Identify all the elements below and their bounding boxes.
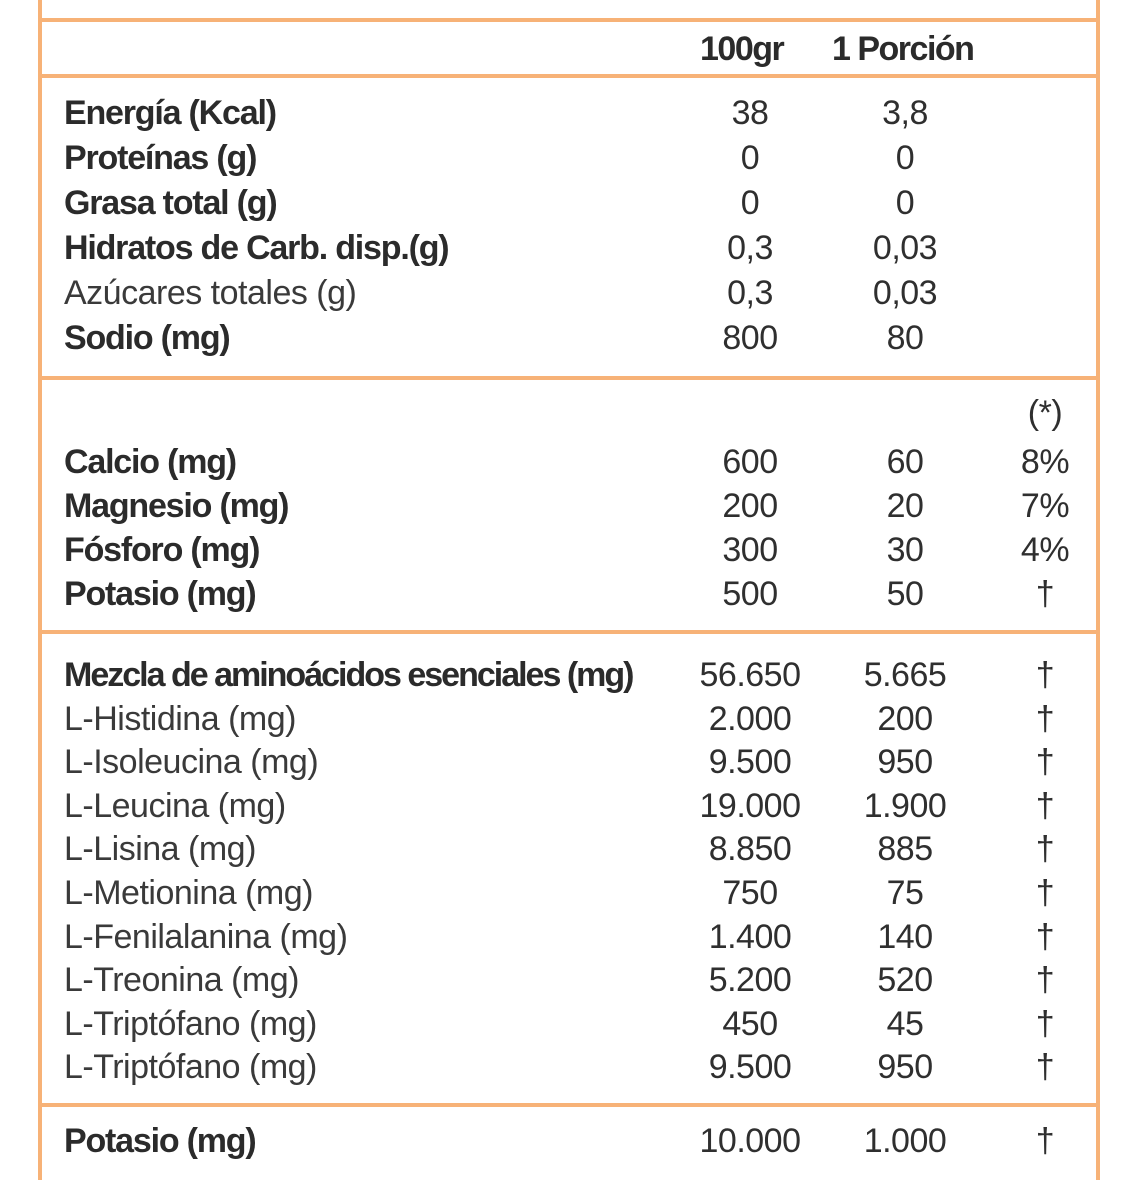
value-per-100g: 0,3 (727, 229, 773, 267)
nutrient-label: L-Isoleucina (mg) (64, 743, 319, 782)
value-per-portion: 140 (877, 917, 933, 956)
value-per-100g: 5.200 (708, 961, 792, 1000)
value-per-100g: 1.400 (708, 917, 792, 956)
percent-daily-value: 7% (1020, 487, 1070, 525)
value-per-portion: 80 (886, 319, 924, 357)
percent-daily-value: † (1035, 575, 1055, 613)
percent-daily-value: † (1035, 699, 1055, 738)
value-per-100g: 750 (722, 874, 778, 912)
percent-daily-value: † (1035, 874, 1055, 912)
divider-header (38, 74, 1100, 78)
percent-note-header: (*) (1027, 394, 1063, 432)
nutrient-label: Potasio (mg) (64, 575, 256, 613)
percent-daily-value: † (1035, 1048, 1055, 1087)
percent-daily-value: † (1035, 786, 1055, 825)
value-per-portion: 20 (886, 487, 924, 525)
nutrient-label: L-Treonina (mg) (64, 961, 299, 1000)
value-per-100g: 56.650 (699, 656, 801, 694)
value-per-portion: 5.665 (863, 656, 947, 694)
value-per-portion: 45 (886, 1004, 924, 1043)
value-per-portion: 3,8 (882, 94, 928, 132)
nutrient-label: Magnesio (mg) (64, 487, 289, 525)
nutrient-label: L-Histidina (mg) (64, 699, 296, 738)
nutrient-label: Grasa total (g) (64, 184, 277, 222)
nutrient-label: L-Lisina (mg) (64, 830, 256, 869)
value-per-100g: 450 (722, 1004, 778, 1043)
value-per-100g: 0 (740, 139, 760, 177)
value-per-100g: 800 (722, 319, 778, 357)
nutrient-label: Potasio (mg) (64, 1122, 256, 1160)
value-per-100g: 0,3 (727, 274, 773, 312)
value-per-portion: 30 (886, 531, 924, 569)
value-per-portion: 1.900 (863, 786, 947, 825)
divider-section-1 (38, 376, 1100, 380)
value-per-100g: 8.850 (708, 830, 792, 869)
percent-daily-value: † (1035, 743, 1055, 782)
nutrient-label: Hidratos de Carb. disp.(g) (64, 229, 449, 267)
nutrient-label: Sodio (mg) (64, 319, 230, 357)
column-header-100g: 100gr (700, 30, 784, 68)
divider-top (38, 18, 1100, 22)
percent-daily-value: † (1035, 917, 1055, 956)
value-per-portion: 950 (877, 743, 933, 782)
nutrient-label: L-Triptófano (mg) (64, 1004, 317, 1043)
value-per-100g: 2.000 (708, 699, 792, 738)
divider-section-3 (38, 1103, 1100, 1107)
nutrient-label: Calcio (mg) (64, 443, 236, 481)
value-per-portion: 0 (895, 184, 915, 222)
value-per-portion: 200 (877, 699, 933, 738)
value-per-100g: 300 (722, 531, 778, 569)
value-per-100g: 0 (740, 184, 760, 222)
percent-daily-value: † (1035, 830, 1055, 869)
value-per-100g: 9.500 (708, 743, 792, 782)
percent-daily-value: † (1035, 961, 1055, 1000)
percent-daily-value: † (1035, 1122, 1055, 1160)
nutrient-label: Mezcla de aminoácidos esenciales (mg) (64, 656, 633, 694)
value-per-portion: 75 (886, 874, 924, 912)
nutrient-label: Fósforo (mg) (64, 531, 260, 569)
value-per-portion: 0,03 (872, 274, 938, 312)
percent-daily-value: † (1035, 656, 1055, 694)
nutrient-label: L-Leucina (mg) (64, 786, 286, 825)
nutrient-label: Azúcares totales (g) (64, 274, 357, 312)
nutrient-label: Energía (Kcal) (64, 94, 276, 132)
percent-daily-value: 4% (1020, 531, 1070, 569)
value-per-100g: 38 (731, 94, 769, 132)
value-per-portion: 0,03 (872, 229, 938, 267)
value-per-portion: 520 (877, 961, 933, 1000)
percent-daily-value: † (1035, 1004, 1055, 1043)
value-per-100g: 600 (722, 443, 778, 481)
divider-section-2 (38, 630, 1100, 634)
nutrient-label: L-Triptófano (mg) (64, 1048, 317, 1087)
value-per-100g: 500 (722, 575, 778, 613)
value-per-portion: 60 (886, 443, 924, 481)
value-per-portion: 0 (895, 139, 915, 177)
value-per-portion: 50 (886, 575, 924, 613)
value-per-100g: 9.500 (708, 1048, 792, 1087)
column-header-portion: 1 Porción (832, 30, 974, 68)
nutrient-label: Proteínas (g) (64, 139, 257, 177)
nutrient-label: L-Fenilalanina (mg) (64, 917, 348, 956)
value-per-100g: 19.000 (699, 786, 801, 825)
nutrient-label: L-Metionina (mg) (64, 874, 313, 912)
value-per-portion: 950 (877, 1048, 933, 1087)
percent-daily-value: 8% (1020, 443, 1070, 481)
value-per-100g: 10.000 (699, 1122, 801, 1160)
value-per-portion: 885 (877, 830, 933, 869)
value-per-portion: 1.000 (863, 1122, 947, 1160)
value-per-100g: 200 (722, 487, 778, 525)
